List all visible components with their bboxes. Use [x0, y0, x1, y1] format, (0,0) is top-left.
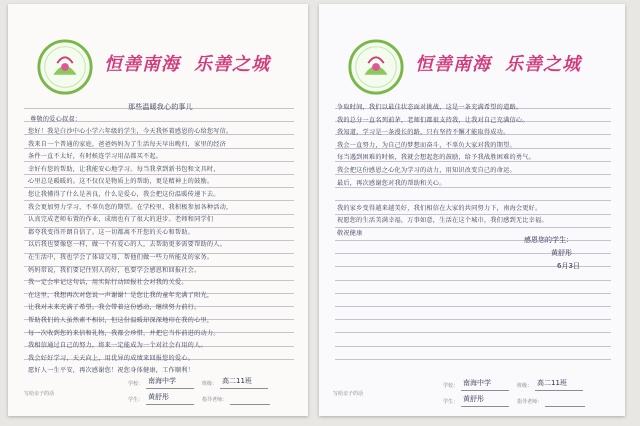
letter-line: 争取时间，我们以最佳状态面对挑战，这是一条充满希望的道路。	[337, 104, 523, 111]
student-value: 黄舒彤	[463, 395, 484, 403]
letter-line: 认真完成老师布置的作业，成绩也有了很大的进步。老师和同学们	[28, 216, 214, 224]
school-value: 南海中学	[148, 377, 176, 385]
letter-line: 我的总分一直名列前茅，老师们都很支持我，让我对自己充满信心。	[337, 116, 529, 124]
footer-note-label: 写给亲子的话	[24, 391, 55, 397]
footer-note-label: 写给亲子的话	[333, 391, 364, 397]
letter-line: 都夸我变得开朗自信了。这一切都离不开您的关心和帮助。	[28, 228, 195, 236]
ruled-line	[335, 187, 611, 188]
class-label: 班级：	[517, 383, 533, 389]
letter-line: 条件一直不太好，有时候连学习用品都买不起。	[28, 153, 163, 161]
letter-page-left	[8, 4, 308, 416]
letter-line: 我会一直努力，为自己的梦想而奋斗，不辜负大家对我的期望。	[337, 141, 516, 149]
slogan	[415, 50, 581, 76]
ruled-line	[335, 332, 611, 333]
school-label: 学校：	[128, 381, 144, 387]
letter-line: 您好！我是白沙中心小学六年级的学生，今天我怀着感恩的心给您写信。	[28, 128, 233, 135]
letter-line: 我会把这份感恩之心化为学习的动力，用知识改变自己的命运。	[337, 167, 516, 174]
letter-line: 每一次收到您的来信和礼物，我都会珍惜，并把它当作前进的动力。	[28, 329, 220, 337]
letter-header	[319, 38, 625, 98]
letter-line: 我会好好学习，天天向上，用优异的成绩来回报您的爱心。	[28, 354, 195, 362]
class-underline	[535, 390, 583, 391]
school-underline	[146, 388, 194, 389]
teacher-label: 指导老师：	[202, 397, 228, 403]
letter-line: 心里总是暖暖的。这不仅仅是物质上的帮助，更是精神上的鼓励。	[28, 178, 214, 186]
student-value: 黄舒彤	[148, 393, 169, 401]
letter-line: 我会更加努力学习，不辜负您的期望。在学校里，我积极参加各种活动，	[28, 203, 233, 211]
ruled-line	[24, 161, 294, 162]
student-underline	[146, 404, 194, 405]
school-underline	[461, 390, 509, 391]
letter-line: 让我对未来充满了希望。我会带着这份感动，继续努力前行。	[28, 304, 201, 312]
letter-line: 愿好人一生平安，再次感谢您！祝您身体健康，工作顺利！	[28, 367, 195, 375]
class-underline	[220, 388, 268, 389]
letter-title: 那些温暖我心的事儿	[128, 103, 193, 111]
student-label: 学生：	[443, 399, 459, 405]
letter-line: 每当遇到困难的时候，我就会想起您的鼓励，给予我战胜困难的勇气。	[337, 154, 536, 162]
school-value: 南海中学	[463, 379, 491, 387]
letter-line: 祝愿您的生活美满幸福，万事如意，生活在这个城市，我们感到无比幸福。	[337, 217, 548, 225]
signature-name: 黄舒彤	[551, 249, 572, 257]
letter-line: 我来自一个普通的家庭，爸爸妈妈为了生活每天早出晚归，家里的经济	[28, 140, 227, 148]
signature-date: 6月3日	[557, 262, 580, 270]
class-value: 高二11班	[537, 379, 567, 387]
letter-line: 在生活中，我也学会了体谅父母，帮他们做一些力所能及的家务。	[28, 254, 214, 261]
ruled-line	[335, 200, 611, 201]
ruled-line	[24, 174, 294, 175]
letter-line: 敬祝健康	[337, 230, 363, 237]
ruled-line	[335, 174, 611, 175]
teacher-label: 指导老师：	[517, 399, 543, 405]
slogan	[104, 50, 270, 76]
letter-line: 最后，再次感谢您对我的帮助和关心。	[337, 179, 446, 187]
letter-line: 我知道，学习是一条漫长的路，只有坚持不懈才能取得成功。	[337, 129, 510, 137]
letter-line: 我的家乡变得越来越美好，我们相信在大家的共同努力下，南海会更好。	[337, 204, 542, 212]
class-value: 高二11班	[222, 377, 252, 385]
charity-logo-icon	[36, 38, 94, 96]
letter-page-right	[319, 4, 625, 416]
letter-greeting: 尊敬的爱心叔叔：	[30, 116, 82, 123]
letter-line: 妈妈常说，我们要记住别人的好，也要学会感恩和回报社会。	[28, 266, 201, 274]
ruled-line	[335, 319, 611, 320]
letter-line: 以后我也要像您一样，做一个有爱心的人，去帮助更多需要帮助的人。	[28, 241, 227, 249]
slogan-part2: 乐善之城	[505, 54, 581, 75]
class-label: 班级：	[202, 381, 218, 387]
ruled-line	[335, 227, 611, 228]
letter-header	[8, 38, 308, 98]
letter-line: 帮助我们的人虽然素不相识，但这份温暖却深深地印在我的心里，	[28, 317, 214, 324]
charity-logo-icon	[347, 38, 405, 96]
school-label: 学校：	[443, 383, 459, 389]
ruled-line	[335, 359, 611, 360]
student-underline	[461, 406, 509, 407]
letter-line: 您让我懂得了什么是善良，什么是爱心，我会把这份温暖传递下去。	[28, 191, 220, 198]
ruled-line	[24, 148, 294, 149]
slogan-part1: 恒善南海	[415, 54, 491, 75]
signoff-text: 感恩您的学生：	[524, 236, 573, 244]
letter-line: 在这里，我想再次对您说一声谢谢！是您让我的童年充满了阳光，	[28, 291, 214, 299]
ruled-line	[335, 346, 611, 347]
ruled-line	[335, 306, 611, 307]
letter-line: 我相信通过自己的努力，将来一定能成为一个对社会有用的人。	[28, 342, 207, 350]
slogan-part2: 乐善之城	[194, 54, 270, 75]
letter-line: 幸好有您的帮助，让我能安心地学习。每当我拿到新书包和文具时，	[28, 165, 220, 173]
teacher-underline	[230, 404, 270, 405]
slogan-part1: 恒善南海	[104, 54, 180, 75]
ruled-line	[335, 293, 611, 294]
teacher-underline	[545, 406, 585, 407]
ruled-line	[335, 280, 611, 281]
student-label: 学生：	[128, 397, 144, 403]
letter-line: 我一定会牢记这句话，用实际行动回报社会对我的关爱。	[28, 279, 188, 287]
